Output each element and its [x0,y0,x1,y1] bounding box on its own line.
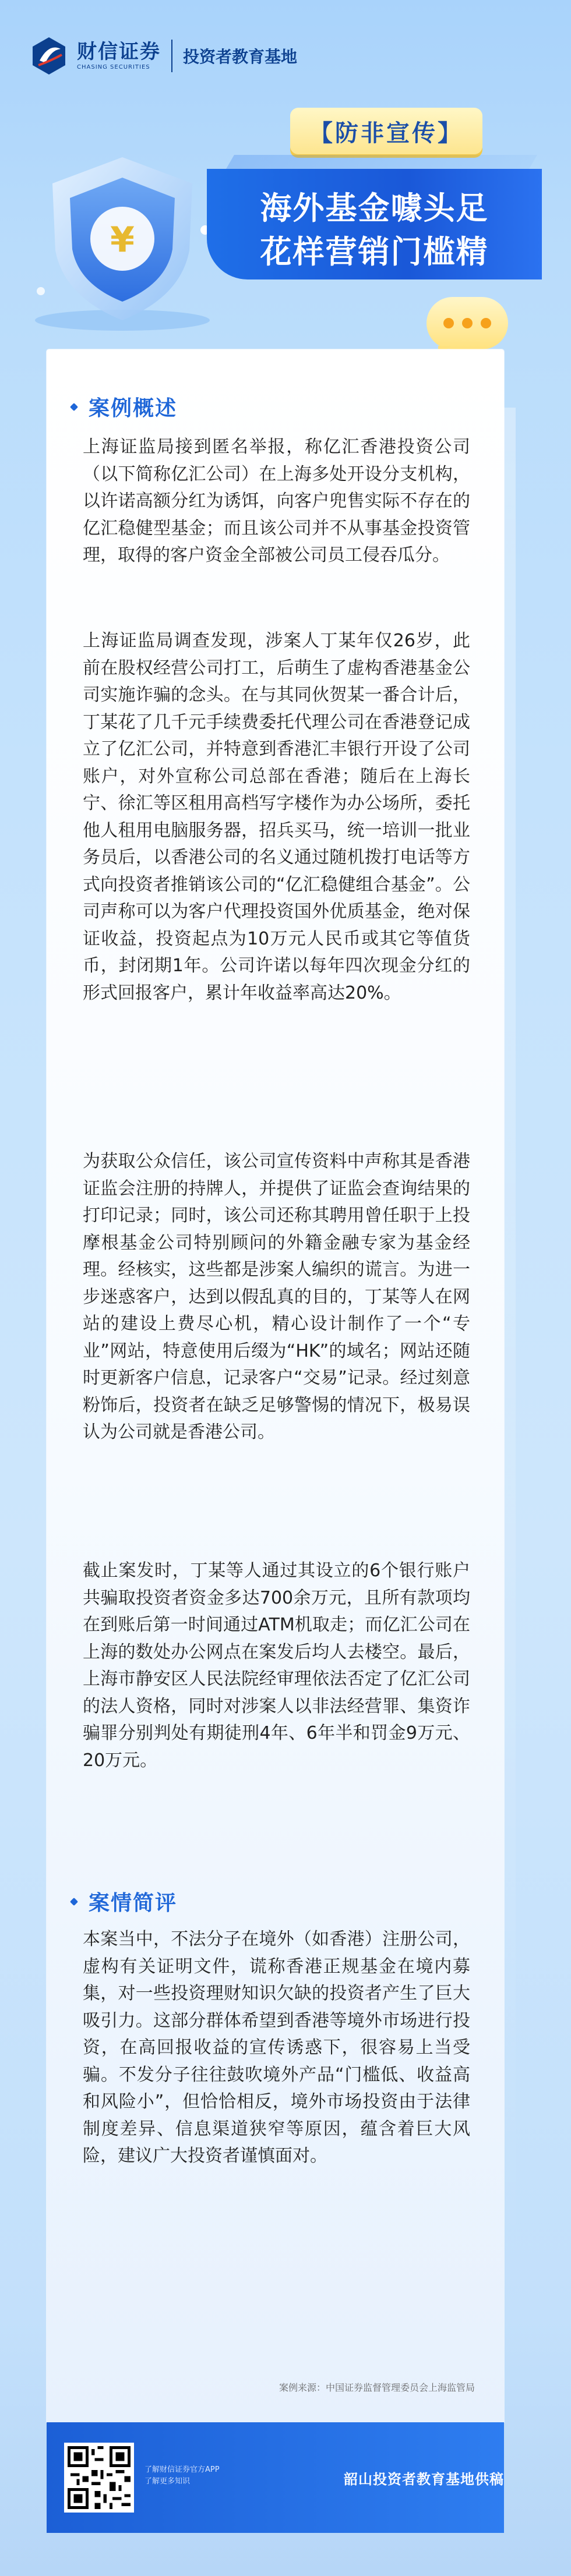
qr-code-icon[interactable] [64,2443,134,2513]
commentary-paragraph: 本案当中，不法分子在境外（如香港）注册公司，虚构有关证明文件，谎称香港正规基金在境内募集，对一些投资理财知识欠缺的投资者产生了巨大吸引力。这部分群体希望到香港等境外市场进行投资，在高回报收益的宣传诱惑下，很容易上当受骗。不发分子往往鼓吹境外产品“门槛低、收益高和风险小”，但恰恰相反，境外市场投资由于法律制度差异、信息渠道狭窄等原因，蕴含着巨大风险，建议广大投资者谨慎面对。 [83,1929,470,2166]
page-title-line1: 海外基金噱头足 [260,190,489,227]
section-heading-overview: 案例概述 [71,392,177,422]
source-note: 案例来源：中国证券监督管理委员会上海监管局 [279,2382,475,2393]
header [0,0,571,349]
article-card [47,349,504,2422]
brand-logo [28,35,297,77]
svg-text:¥: ¥ [110,220,135,260]
overview-paragraph-3: 为获取公众信任，该公司宣传资料中声称其是香港证监会注册的持牌人，并提供了证监会查询结果的打印记录；同时，该公司还称其聘用曾任职于上投摩根基金公司特别顾问的外籍金融专家为基金经理。经核实，这些都是涉案人编织的谎言。为进一步迷惑客户，达到以假乱真的目的，丁某等人在网站的建设上费尽心机，精心设计制作了一个“专业”网站，特意使用后缀为“HK”的域名；网站还随时更新客户信息，记录客户“交易”记录。经过刻意粉饰后，投资者在缺乏足够警惕的情况下，极易误认为公司就是香港公司。 [83,1151,470,1442]
promo-badge [290,108,482,154]
promo-badge-label: 【防非宣传】 [309,119,463,147]
brand-name: 财信证券 [77,40,161,63]
chasing-logo-icon [28,35,70,77]
page-title-line2: 花样营销门槛精 [260,233,489,270]
diamond-bullet-icon [70,1897,78,1905]
qr-caption: 了解财信证券官方APP 了解更多知识 [144,2465,220,2486]
diamond-bullet-icon [70,402,78,411]
speech-bubble-icon [427,297,508,349]
title-banner [207,169,542,279]
provider-credit: 韶山投资者教育基地供稿 [344,2471,504,2487]
brand-tagline: 投资者教育基地 [183,47,298,66]
overview-paragraph-1: 上海证监局接到匿名举报，称亿汇香港投资公司（以下简称亿汇公司）在上海多处开设分支机构，以许诺高额分红为诱饵，向客户兜售实际不存在的亿汇稳健型基金；而且该公司并不从事基金投资管理，取得的客户资金全部被公司员工侵吞瓜分。 [83,437,470,565]
overview-paragraph-4: 截止案发时，丁某等人通过其设立的6个银行账户共骗取投资者资金多达700余万元，且所有款项均在到账后第一时间通过ATM机取走；而亿汇公司在上海的数处办公网点在案发后均人去楼空。最后，上海市静安区人民法院经审理依法否定了亿汇公司的法人资格，同时对涉案人以非法经营罪、集资诈骗罪分别判处有期徒刑4年、6年半和罚金9万元、20万元。 [83,1561,470,1771]
logo-divider [171,40,172,72]
shield-yen-icon [35,151,227,334]
footer [0,2422,571,2576]
section-heading-commentary: 案情简评 [71,1887,177,1916]
brand-name-en: CHASING SECURITIES [77,64,150,70]
overview-paragraph-2: 上海证监局调查发现，涉案人丁某年仅26岁，此前在股权经营公司打工，后萌生了虚构香港基金公司实施诈骗的念头。在与其同伙贺某一番合计后，丁某花了几千元手续费委托代理公司在香港登记成立了亿汇公司，并特意到香港汇丰银行开设了公司账户，对外宣称公司总部在香港；随后在上海长宁、徐汇等区租用高档写字楼作为办公场所，委托他人租用电脑服务器，招兵买马，统一培训一批业务员后，以香港公司的名义通过随机拨打电话等方式向投资者推销该公司的“亿汇稳健组合基金”。公司声称可以为客户代理投资国外优质基金，绝对保证收益，投资起点为10万元人民币或其它等值货币，封闭期1年。公司许诺以每年四次现金分红的形式回报客户，累计年收益率高达20%。 [83,631,470,1003]
